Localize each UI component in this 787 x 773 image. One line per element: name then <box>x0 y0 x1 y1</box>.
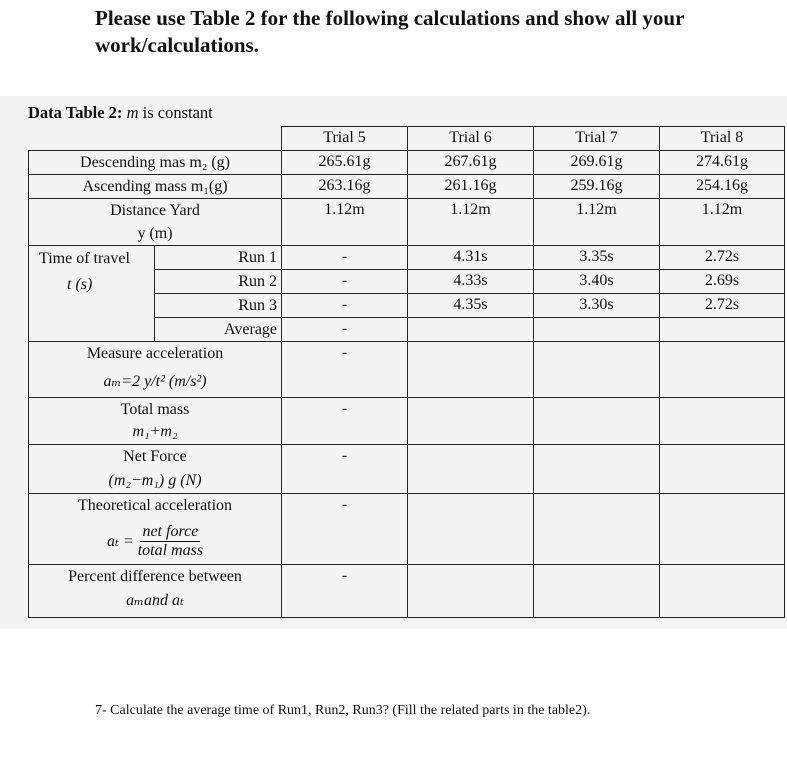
answer-cell[interactable] <box>534 445 660 494</box>
formula-denominator: total mass <box>137 542 204 559</box>
trial-header: Trial 6 <box>408 127 534 151</box>
table-cell: 1.12m <box>534 199 660 246</box>
net-force-row <box>29 445 785 494</box>
table-cell: 265.61g <box>282 151 408 175</box>
table-caption-variable: m <box>126 103 139 122</box>
header-row <box>29 127 785 151</box>
table-cell: - <box>282 246 408 270</box>
table-cell: - <box>282 270 408 294</box>
table-cell: - <box>282 565 408 618</box>
question-7: 7- Calculate the average time of Run1, Run2, Run3? (Fill the related parts in the table2). <box>95 703 591 718</box>
theoretical-acceleration-label: Theoretical acceleration <box>77 497 233 514</box>
descending-mass-row <box>29 151 785 175</box>
table-cell: 1.12m <box>282 199 408 246</box>
table-cell: 2.69s <box>660 270 785 294</box>
theoretical-acceleration-row <box>29 494 785 565</box>
average-label: Average <box>155 318 282 342</box>
measured-acceleration-cell <box>29 342 282 398</box>
answer-cell[interactable] <box>660 318 785 342</box>
ascending-mass-label: Ascending mass m₁(g) <box>29 175 282 199</box>
ascending-mass-row <box>29 175 785 199</box>
time-of-travel-label: Time of travel <box>39 250 130 267</box>
table-cell: 4.31s <box>408 246 534 270</box>
descending-mass-label: Descending mas m₂ (g) <box>29 151 282 175</box>
answer-cell[interactable] <box>660 342 785 398</box>
table-caption-rest: is constant <box>138 103 213 122</box>
measured-acceleration-formula: aₘ=2 y/t² (m/s²) <box>103 373 207 390</box>
table-cell: 267.61g <box>408 151 534 175</box>
table-cell: 3.35s <box>534 246 660 270</box>
table-cell: 259.16g <box>534 175 660 199</box>
answer-cell[interactable] <box>534 565 660 618</box>
table-cell: - <box>282 445 408 494</box>
table-cell: 274.61g <box>660 151 785 175</box>
percent-difference-cell <box>29 565 282 618</box>
answer-cell[interactable] <box>660 565 785 618</box>
distance-label: Distance Yard <box>110 202 200 219</box>
table-cell: 263.16g <box>282 175 408 199</box>
answer-cell[interactable] <box>408 342 534 398</box>
answer-cell[interactable] <box>534 318 660 342</box>
measured-acceleration-label: Measure acceleration <box>86 345 224 362</box>
time-unit-label: t (s) <box>67 276 93 293</box>
table-cell: - <box>282 294 408 318</box>
answer-cell[interactable] <box>408 494 534 565</box>
distance-row <box>29 199 785 246</box>
table-cell: - <box>282 342 408 398</box>
table-cell: 2.72s <box>660 246 785 270</box>
answer-cell[interactable] <box>408 318 534 342</box>
table-cell: 1.12m <box>660 199 785 246</box>
theoretical-acceleration-formula <box>107 523 203 560</box>
table-cell: 3.40s <box>534 270 660 294</box>
header-empty <box>29 127 282 151</box>
distance-unit: y (m) <box>137 225 173 242</box>
distance-label-cell <box>29 199 282 246</box>
formula-lhs: aₜ = <box>106 533 134 550</box>
table-cell: - <box>282 318 408 342</box>
net-force-formula: (m₂−m₁) g (N) <box>108 472 202 489</box>
table-cell: 254.16g <box>660 175 785 199</box>
run-label: Run 3 <box>155 294 282 318</box>
table-cell: 4.35s <box>408 294 534 318</box>
answer-cell[interactable] <box>660 398 785 445</box>
answer-cell[interactable] <box>660 494 785 565</box>
table-cell: 1.12m <box>408 199 534 246</box>
trial-header: Trial 7 <box>534 127 660 151</box>
formula-fraction <box>138 523 203 560</box>
answer-cell[interactable] <box>534 398 660 445</box>
answer-cell[interactable] <box>534 342 660 398</box>
table-cell: 269.61g <box>534 151 660 175</box>
answer-cell[interactable] <box>534 494 660 565</box>
net-force-label: Net Force <box>123 448 187 465</box>
percent-difference-formula: aₘand aₜ <box>126 592 184 609</box>
instruction-heading: Please use Table 2 for the following calculations and show all your work/calculations. <box>95 6 685 57</box>
table-cell: - <box>282 494 408 565</box>
net-force-cell <box>29 445 282 494</box>
answer-cell[interactable] <box>660 445 785 494</box>
run-row <box>29 246 785 270</box>
percent-difference-label: Percent difference between <box>68 568 242 585</box>
total-mass-cell <box>29 398 282 445</box>
formula-numerator: net force <box>142 523 199 540</box>
table-cell: 3.30s <box>534 294 660 318</box>
trial-header: Trial 8 <box>660 127 785 151</box>
table-cell: 4.33s <box>408 270 534 294</box>
total-mass-row <box>29 398 785 445</box>
answer-cell[interactable] <box>408 565 534 618</box>
run-label: Run 1 <box>155 246 282 270</box>
time-of-travel-cell <box>29 246 155 342</box>
measured-acceleration-row <box>29 342 785 398</box>
trial-header: Trial 5 <box>282 127 408 151</box>
theoretical-acceleration-cell <box>29 494 282 565</box>
total-mass-formula: m₁+m₂ <box>132 423 178 440</box>
table-cell: - <box>282 398 408 445</box>
answer-cell[interactable] <box>408 398 534 445</box>
run-label: Run 2 <box>155 270 282 294</box>
table-cell: 261.16g <box>408 175 534 199</box>
percent-difference-row <box>29 565 785 618</box>
total-mass-label: Total mass <box>120 401 190 418</box>
table-cell: 2.72s <box>660 294 785 318</box>
data-table-2 <box>28 126 785 618</box>
table-caption <box>28 103 213 123</box>
answer-cell[interactable] <box>408 445 534 494</box>
table-caption-title: Data Table 2: <box>28 103 123 122</box>
